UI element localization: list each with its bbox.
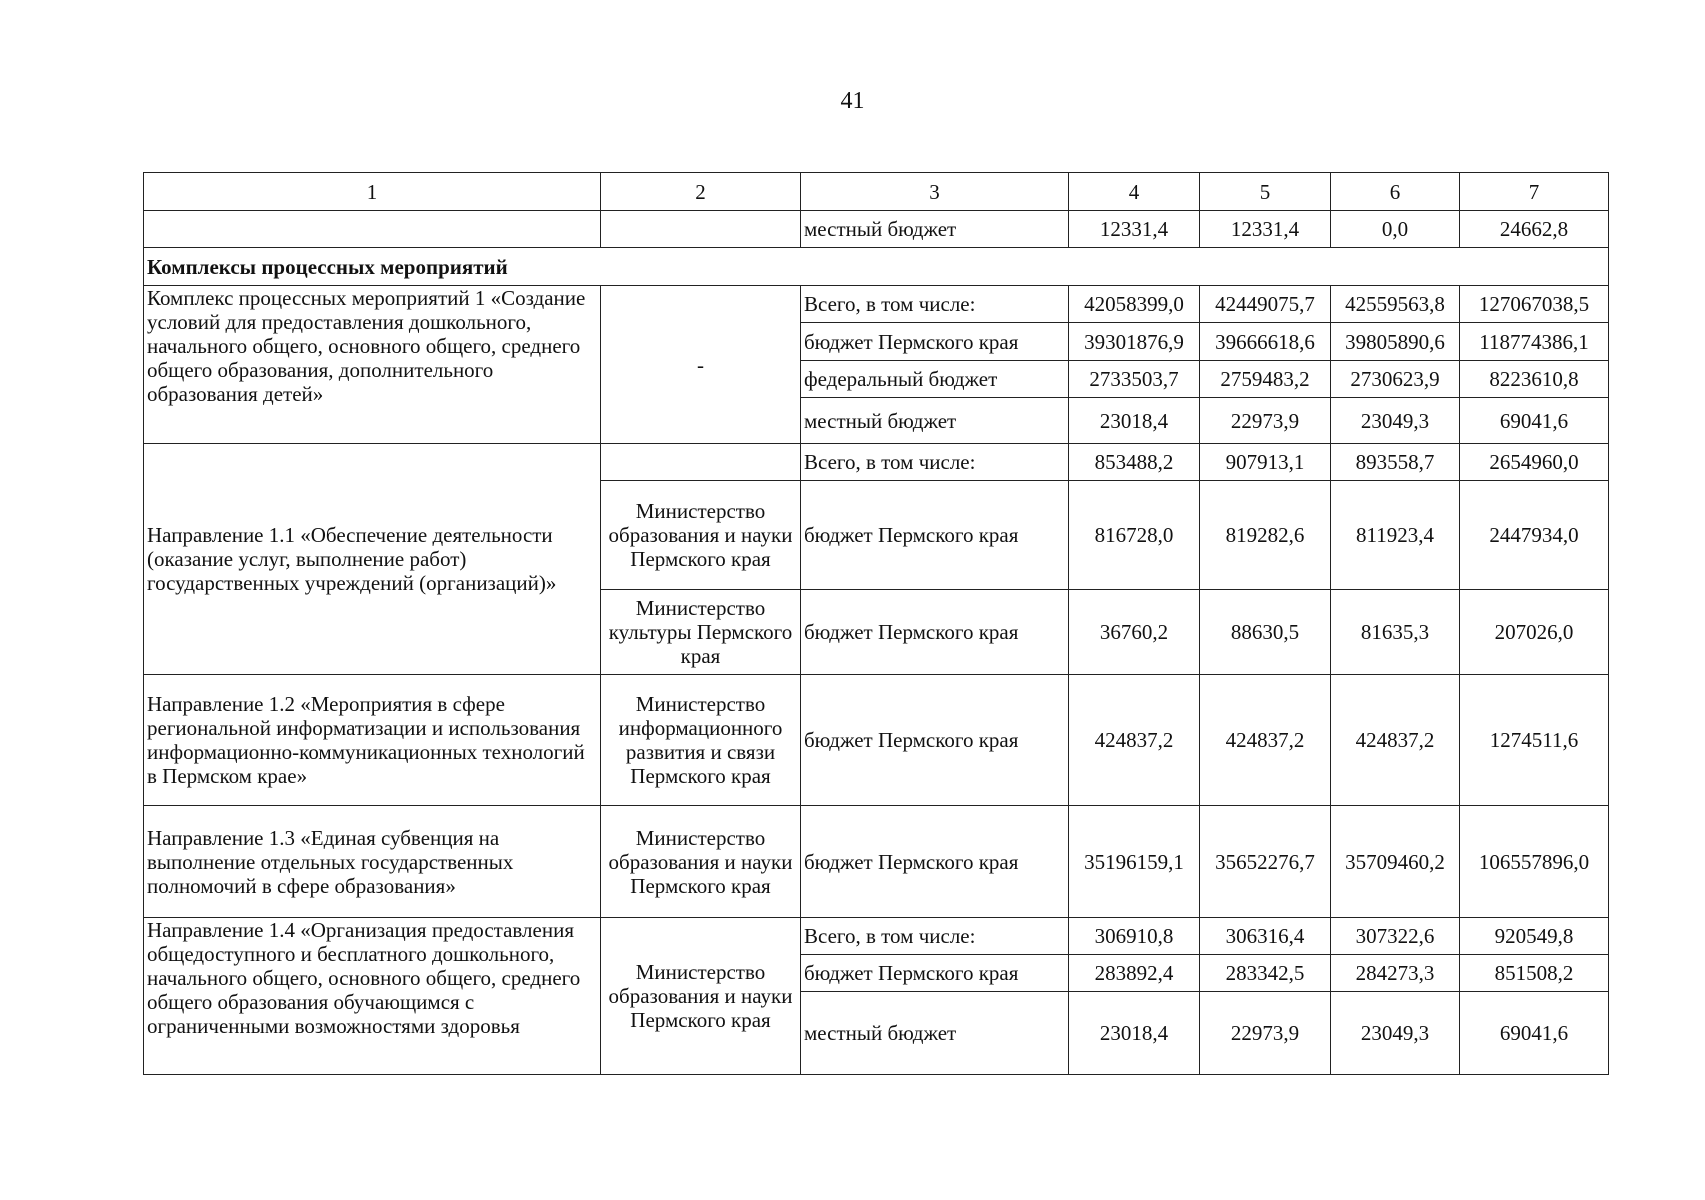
source-cell: бюджет Пермского края [801, 323, 1069, 361]
name-cell [144, 211, 601, 248]
header-row [144, 173, 1609, 211]
column-header: 3 [801, 173, 1069, 211]
value-cell: 424837,2 [1069, 675, 1200, 806]
value-cell: 283342,5 [1200, 955, 1331, 992]
source-cell: Всего, в том числе: [801, 286, 1069, 323]
value-cell: 851508,2 [1460, 955, 1609, 992]
source-cell: местный бюджет [801, 398, 1069, 444]
source-cell: бюджет Пермского края [801, 955, 1069, 992]
value-cell: 306910,8 [1069, 918, 1200, 955]
value-cell: 2759483,2 [1200, 361, 1331, 398]
value-cell: 424837,2 [1200, 675, 1331, 806]
table-row [144, 806, 1609, 918]
direction-name: Направление 1.2 «Мероприятия в сфере региональной информатизации и использования информационно-коммуникационных технологий в Пермском крае» [144, 675, 601, 806]
value-cell: 39805890,6 [1331, 323, 1460, 361]
value-cell: 35196159,1 [1069, 806, 1200, 918]
page-number: 41 [840, 88, 865, 114]
source-cell: Всего, в том числе: [801, 918, 1069, 955]
source-cell: бюджет Пермского края [801, 481, 1069, 590]
value-cell: 23049,3 [1331, 398, 1460, 444]
value-cell: 283892,4 [1069, 955, 1200, 992]
value-cell: 36760,2 [1069, 590, 1200, 675]
value-cell: 35652276,7 [1200, 806, 1331, 918]
value-cell: 424837,2 [1331, 675, 1460, 806]
value-cell: 853488,2 [1069, 444, 1200, 481]
section-row [144, 248, 1609, 286]
value-cell: 23018,4 [1069, 992, 1200, 1075]
value-cell: 0,0 [1331, 211, 1460, 248]
value-cell: 24662,8 [1460, 211, 1609, 248]
value-cell: 1274511,6 [1460, 675, 1609, 806]
source-cell: Всего, в том числе: [801, 444, 1069, 481]
source-cell: местный бюджет [801, 211, 1069, 248]
source-cell: бюджет Пермского края [801, 675, 1069, 806]
value-cell: 39301876,9 [1069, 323, 1200, 361]
executor-cell: Министерство культуры Пермского края [601, 590, 801, 675]
executor-cell: Министерство образования и науки Пермского края [601, 481, 801, 590]
executor-cell [601, 444, 801, 481]
column-header: 1 [144, 173, 601, 211]
complex-name: Комплекс процессных мероприятий 1 «Создание условий для предоставления дошкольного, начального общего, основного общего, среднего общего образования, дополнительного образования детей» [144, 286, 601, 444]
value-cell: 42058399,0 [1069, 286, 1200, 323]
value-cell: 23018,4 [1069, 398, 1200, 444]
value-cell: 127067038,5 [1460, 286, 1609, 323]
value-cell: 69041,6 [1460, 398, 1609, 444]
value-cell: 907913,1 [1200, 444, 1331, 481]
column-header: 7 [1460, 173, 1609, 211]
budget-table [143, 172, 1609, 1075]
table-row [144, 675, 1609, 806]
value-cell: 12331,4 [1069, 211, 1200, 248]
value-cell: 22973,9 [1200, 992, 1331, 1075]
value-cell: 307322,6 [1331, 918, 1460, 955]
table-row [144, 286, 1609, 323]
column-header: 5 [1200, 173, 1331, 211]
value-cell: 819282,6 [1200, 481, 1331, 590]
value-cell: 22973,9 [1200, 398, 1331, 444]
executor-cell: Министерство образования и науки Пермского края [601, 918, 801, 1075]
executor-cell: - [601, 286, 801, 444]
value-cell: 2733503,7 [1069, 361, 1200, 398]
table-row [144, 211, 1609, 248]
column-header: 6 [1331, 173, 1460, 211]
value-cell: 42559563,8 [1331, 286, 1460, 323]
value-cell: 23049,3 [1331, 992, 1460, 1075]
value-cell: 284273,3 [1331, 955, 1460, 992]
value-cell: 69041,6 [1460, 992, 1609, 1075]
value-cell: 2447934,0 [1460, 481, 1609, 590]
value-cell: 920549,8 [1460, 918, 1609, 955]
direction-name: Направление 1.4 «Организация предоставления общедоступного и бесплатного дошкольного, начального общего, основного общего, среднего общего образования обучающимся с ограниченными возможностями здоровья [144, 918, 601, 1075]
value-cell: 816728,0 [1069, 481, 1200, 590]
column-header: 2 [601, 173, 801, 211]
value-cell: 893558,7 [1331, 444, 1460, 481]
value-cell: 811923,4 [1331, 481, 1460, 590]
value-cell: 81635,3 [1331, 590, 1460, 675]
value-cell: 39666618,6 [1200, 323, 1331, 361]
value-cell: 8223610,8 [1460, 361, 1609, 398]
value-cell: 207026,0 [1460, 590, 1609, 675]
value-cell: 118774386,1 [1460, 323, 1609, 361]
source-cell: бюджет Пермского края [801, 590, 1069, 675]
source-cell: бюджет Пермского края [801, 806, 1069, 918]
column-header: 4 [1069, 173, 1200, 211]
source-cell: местный бюджет [801, 992, 1069, 1075]
executor-cell [601, 211, 801, 248]
table-row [144, 444, 1609, 481]
direction-name: Направление 1.3 «Единая субвенция на выполнение отдельных государственных полномочий в сфере образования» [144, 806, 601, 918]
source-cell: федеральный бюджет [801, 361, 1069, 398]
value-cell: 306316,4 [1200, 918, 1331, 955]
value-cell: 12331,4 [1200, 211, 1331, 248]
executor-cell: Министерство образования и науки Пермского края [601, 806, 801, 918]
table-row [144, 918, 1609, 955]
executor-cell: Министерство информационного развития и связи Пермского края [601, 675, 801, 806]
value-cell: 106557896,0 [1460, 806, 1609, 918]
value-cell: 35709460,2 [1331, 806, 1460, 918]
value-cell: 88630,5 [1200, 590, 1331, 675]
direction-name: Направление 1.1 «Обеспечение деятельности (оказание услуг, выполнение работ) государственных учреждений (организаций)» [144, 444, 601, 675]
value-cell: 2654960,0 [1460, 444, 1609, 481]
section-title: Комплексы процессных мероприятий [144, 248, 1609, 286]
value-cell: 2730623,9 [1331, 361, 1460, 398]
value-cell: 42449075,7 [1200, 286, 1331, 323]
